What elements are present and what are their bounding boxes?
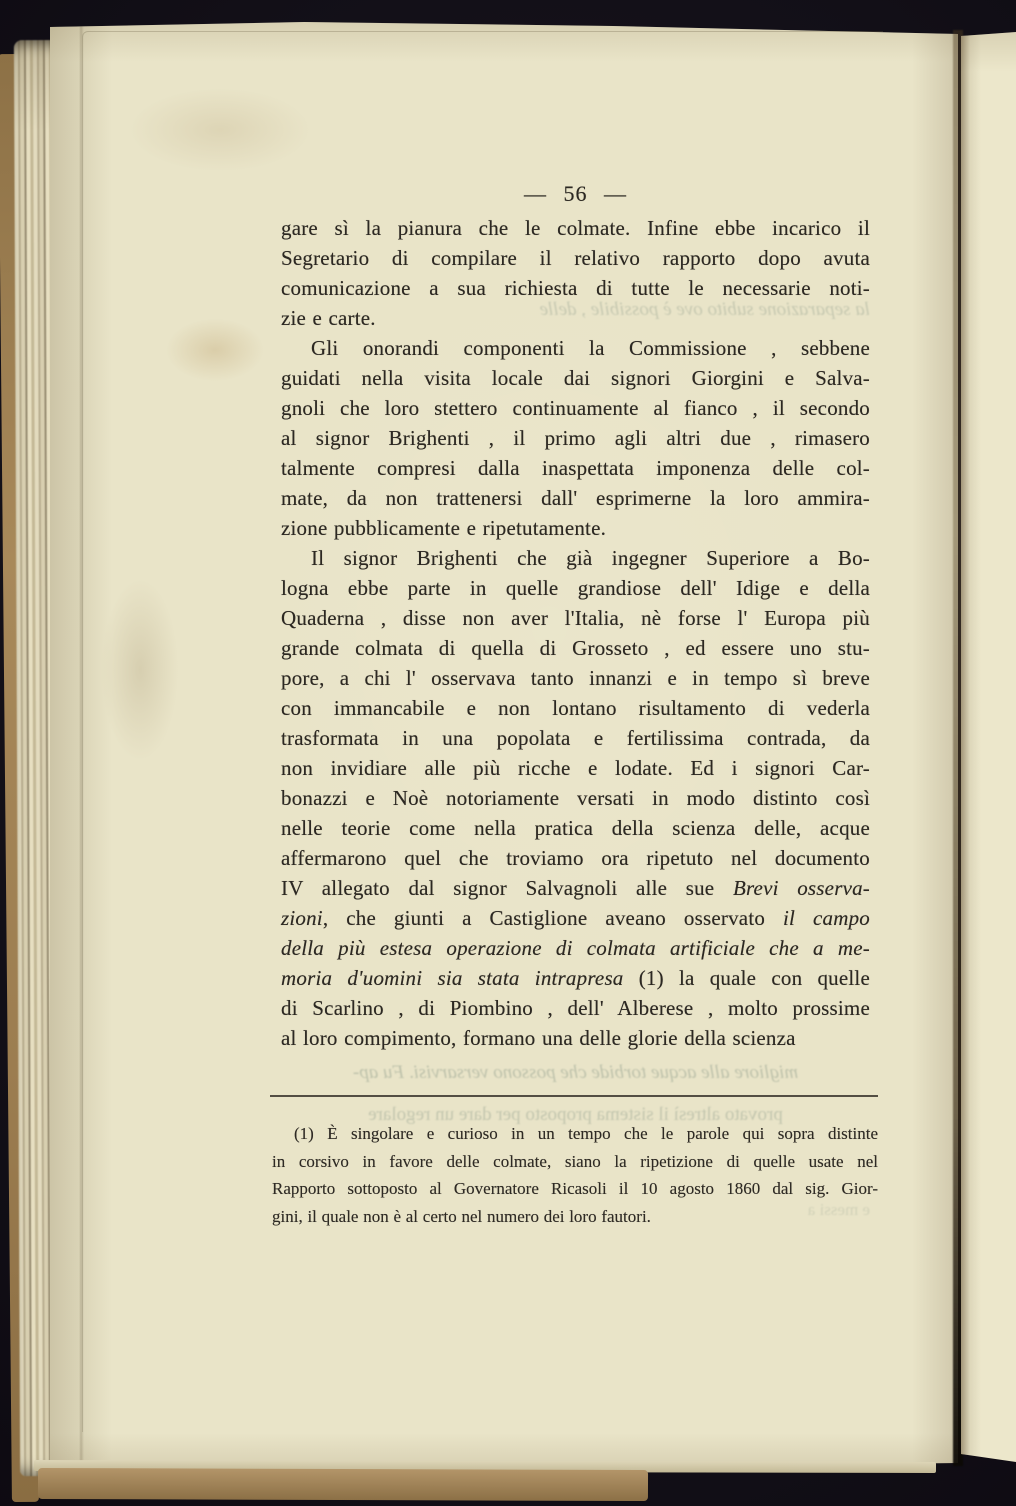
text-run: gare sì la pianura che le colmate. Infine ebbe incarico il	[281, 216, 870, 240]
text-line	[281, 393, 870, 423]
text-line	[281, 783, 870, 813]
text-run: logna ebbe parte in quelle grandiose dell' Idige e della	[281, 576, 870, 600]
text-line	[281, 933, 870, 963]
text-run: zie e carte.	[281, 306, 376, 330]
text-run: trasformata in una popolata e fertilissima contrada, da	[281, 726, 870, 750]
text-line	[281, 453, 870, 483]
text-line	[281, 363, 870, 393]
body-text	[281, 213, 870, 1053]
ghost-showthrough-line: migliore alle acque torbide che possono versarvisi. Fu ap-	[352, 1062, 799, 1083]
text-line	[281, 1023, 870, 1053]
text-line	[281, 873, 870, 903]
text-run: al signor Brighenti , il primo agli altri due , rimasero	[281, 426, 870, 450]
text-run: al loro compimento, formano una delle glorie della scienza	[281, 1026, 796, 1050]
text-run: Il signor Brighenti che già ingegner Superiore a Bo-	[311, 546, 870, 570]
page-text-block	[281, 178, 870, 1053]
text-line	[281, 663, 870, 693]
text-run: (1) la quale con quelle	[623, 966, 870, 990]
text-run: non invidiare alle più ricche e lodate. Ed i signori Car-	[281, 756, 870, 780]
text-line	[281, 483, 870, 513]
ghost-showthrough-line: provato altresì il sistema proposto per dare un regolare	[368, 1104, 783, 1125]
text-line	[281, 543, 870, 573]
text-run: bonazzi e Noè notoriamente versati in modo distinto così	[281, 786, 870, 810]
text-run: Segretario di compilare il relativo rapporto dopo avuta	[281, 246, 870, 270]
italic-text-run: moria d'uomini sia stata intrapresa	[281, 966, 624, 990]
text-run: gini, il quale non è al certo nel numero dei loro fautori.	[272, 1206, 651, 1226]
text-line	[281, 573, 870, 603]
ghost-showthrough-line: e messi a	[807, 1200, 870, 1219]
text-run: di Scarlino , di Piombino , dell' Alberese , molto prossime	[281, 996, 870, 1020]
italic-text-run: zioni	[281, 906, 323, 930]
text-run: IV allegato dal signor Salvagnoli alle sue	[281, 876, 733, 900]
text-run: pore, a chi l' osservava tanto innanzi e in tempo sì breve	[281, 666, 870, 690]
text-run: nelle teorie come nella pratica della scienza delle, acque	[281, 816, 870, 840]
text-run: comunicazione a sua richiesta di tutte le necessarie noti-	[281, 276, 870, 300]
text-run: guidati nella visita locale dai signori Giorgini e Salva-	[281, 366, 870, 390]
text-line	[281, 243, 870, 273]
text-run: in corsivo in favore delle colmate, siano la ripetizione di quelle usate nel	[272, 1151, 878, 1171]
text-run: mate, da non trattenersi dall' esprimerne la loro ammira-	[281, 486, 870, 510]
text-line	[281, 273, 870, 303]
italic-text-run: il campo	[783, 906, 870, 930]
text-line	[281, 843, 870, 873]
text-run: con immancabile e non lontano risultamento di vederla	[281, 696, 870, 720]
text-line	[281, 603, 870, 633]
text-run: (1) È singolare e curioso in un tempo che le parole qui sopra distinte	[294, 1124, 878, 1143]
text-line	[281, 423, 870, 453]
text-line	[281, 333, 870, 363]
text-run: Rapporto sottoposto al Governatore Ricasoli il 10 agosto 1860 dal sig. Gior-	[272, 1179, 878, 1198]
text-line	[272, 1203, 878, 1231]
text-run: Gli onorandi componenti la Commissione , sebbene	[311, 336, 870, 360]
page-number: — 56 —	[524, 181, 627, 206]
footnote-lines	[272, 1120, 878, 1230]
text-line	[281, 213, 870, 243]
text-line	[281, 513, 870, 543]
text-line	[281, 963, 870, 993]
italic-text-run: Brevi osserva-	[732, 876, 870, 900]
text-line	[281, 633, 870, 663]
text-line	[272, 1175, 878, 1203]
ghost-showthrough-line: la separazione subito ove è possibile , delle	[539, 299, 870, 320]
text-run: zione pubblicamente e ripetutamente.	[281, 516, 607, 540]
text-line	[281, 723, 870, 753]
page-block-bottom-edge	[38, 1468, 648, 1501]
text-run: affermarono quel che troviamo ora ripetuto nel documento	[281, 846, 870, 870]
text-run: gnoli che loro stettero continuamente al fianco , il secondo	[281, 396, 870, 420]
text-line	[281, 693, 870, 723]
text-line	[272, 1148, 878, 1176]
text-line	[272, 1120, 878, 1148]
italic-text-run: della più estesa operazione di colmata artificiale che a me-	[281, 936, 870, 960]
footnote-rule	[270, 1095, 878, 1097]
text-line	[281, 903, 870, 933]
text-run: , che giunti a Castiglione aveano osservato	[322, 906, 783, 930]
text-run: Quaderna , disse non aver l'Italia, nè forse l' Europa più	[281, 606, 870, 630]
right-page-sliver	[961, 32, 1016, 1462]
text-line	[281, 753, 870, 783]
footnote	[272, 1120, 878, 1230]
text-run: grande colmata di quella di Grosseto , ed essere uno stu-	[281, 636, 870, 660]
text-line	[281, 303, 870, 333]
text-line	[281, 993, 870, 1023]
text-run: talmente compresi dalla inaspettata imponenza delle col-	[281, 456, 870, 480]
text-line	[281, 813, 870, 843]
